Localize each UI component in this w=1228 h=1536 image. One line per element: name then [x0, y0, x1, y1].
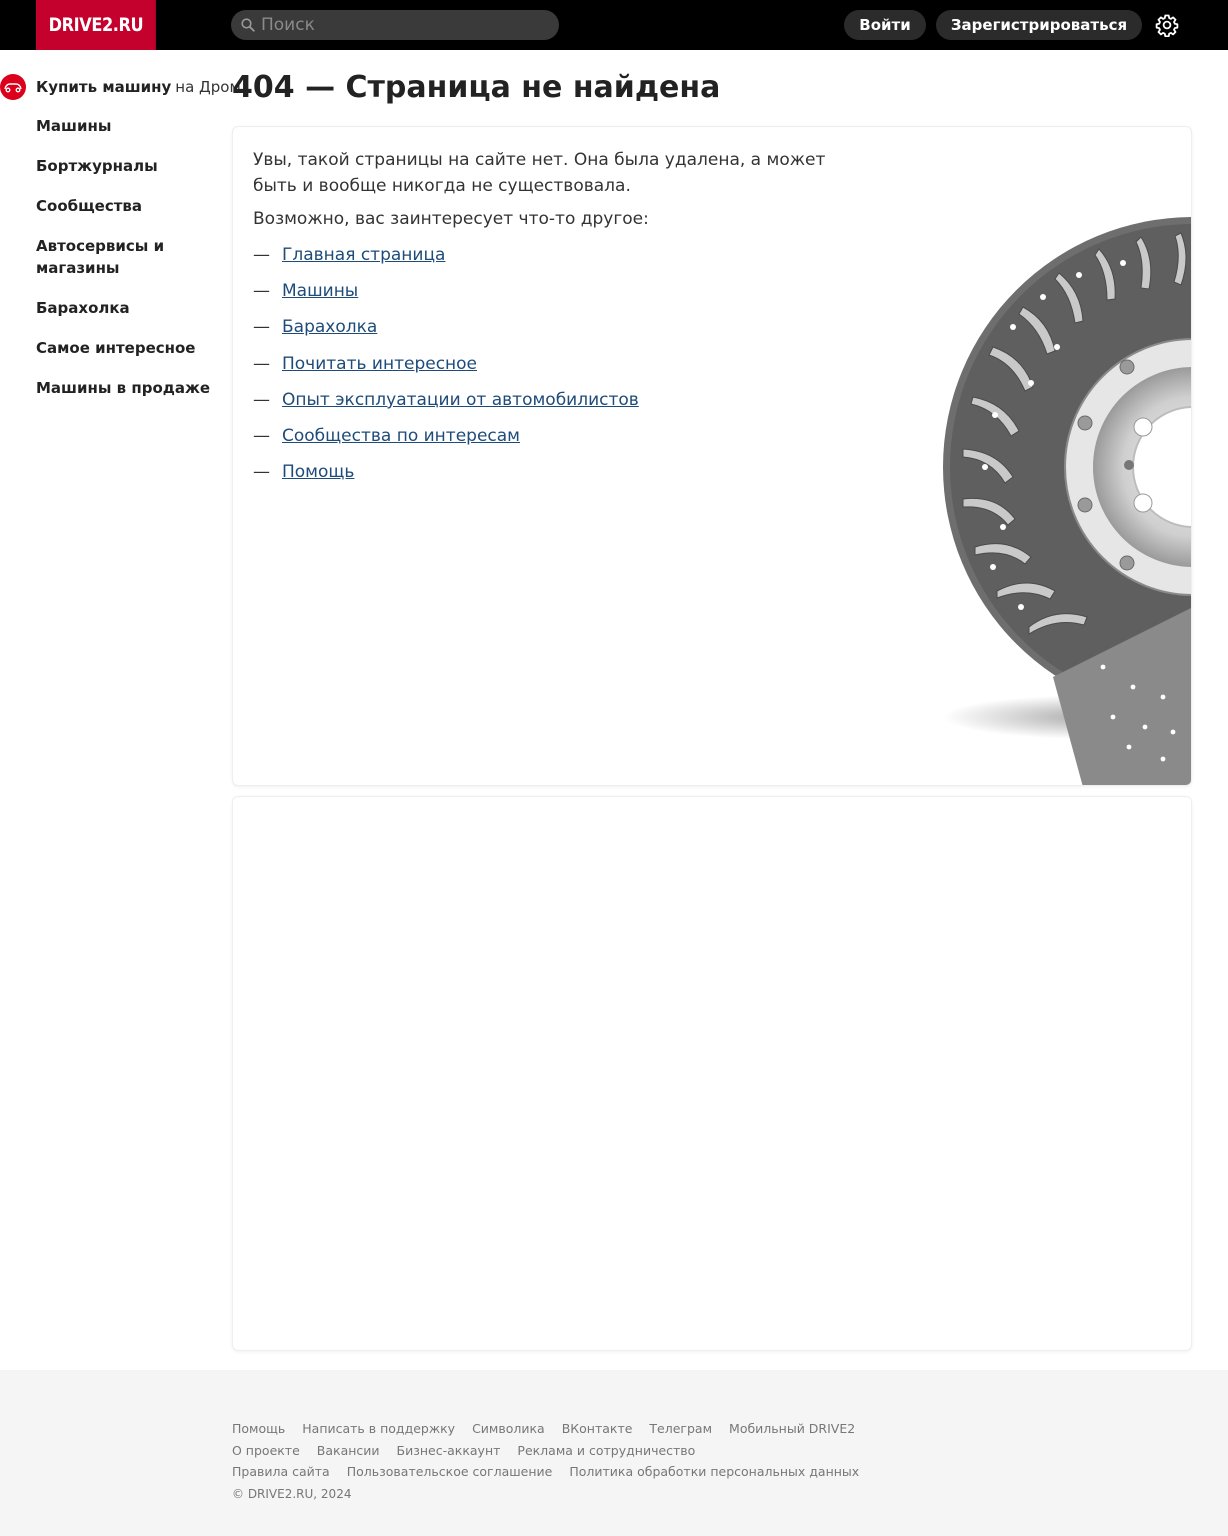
sidebar-item-logbooks[interactable]: Бортжурналы: [36, 157, 158, 175]
footer-link-agreement[interactable]: Пользовательское соглашение: [346, 1464, 553, 1479]
list-item: — Опыт эксплуатации от автомобилистов: [253, 389, 639, 410]
sidebar-item-services[interactable]: Автосервисы и магазины: [36, 237, 165, 277]
brake-disc-illustration: [933, 187, 1192, 786]
list-item: — Барахолка: [253, 317, 378, 338]
gear-icon[interactable]: [1155, 13, 1179, 37]
link-communities[interactable]: Сообщества по интересам: [282, 425, 520, 446]
footer-link-mobile[interactable]: Мобильный DRIVE2: [729, 1421, 856, 1436]
copyright: © DRIVE2.RU, 2024: [232, 1487, 352, 1501]
link-cars[interactable]: Машины: [282, 281, 359, 302]
footer-link-about[interactable]: О проекте: [232, 1443, 300, 1458]
login-button[interactable]: Войти: [844, 10, 926, 40]
footer-link-jobs[interactable]: Вакансии: [316, 1443, 380, 1458]
footer-link-help[interactable]: Помощь: [232, 1421, 286, 1436]
error-message: Увы, такой страницы на сайте нет. Она была удалена, а может быть и вообще никогда не существовала.: [253, 150, 826, 196]
link-read-interesting[interactable]: Почитать интересное: [282, 353, 478, 374]
link-experience[interactable]: Опыт эксплуатации от автомобилистов: [282, 389, 639, 410]
footer-link-ads[interactable]: Реклама и сотрудничество: [517, 1443, 696, 1458]
list-item: — Сообщества по интересам: [253, 425, 520, 446]
footer-link-symbols[interactable]: Символика: [472, 1421, 545, 1436]
sidebar-item-market[interactable]: Барахолка: [36, 299, 130, 317]
empty-card: [232, 796, 1192, 1351]
footer-row-1: [232, 1421, 872, 1436]
top-header: [0, 0, 1228, 50]
page-title: 404 — Страница не найдена: [232, 70, 721, 105]
footer-link-business[interactable]: Бизнес-аккаунт: [396, 1443, 501, 1458]
sidebar-item-interesting[interactable]: Самое интересное: [36, 339, 196, 357]
search-input[interactable]: [261, 15, 541, 35]
suggestion-text: Возможно, вас заинтересует что-то другое:: [253, 209, 649, 229]
list-item: — Машины: [253, 281, 359, 302]
footer-row-2: [232, 1443, 712, 1458]
footer-link-rules[interactable]: Правила сайта: [232, 1464, 330, 1479]
link-market[interactable]: Барахолка: [282, 317, 378, 338]
suggestion-links: [253, 245, 639, 498]
sidebar-item-cars-for-sale[interactable]: Машины в продаже: [36, 379, 211, 397]
footer: [0, 1370, 1228, 1536]
sidebar-item-communities[interactable]: Сообщества: [36, 197, 143, 215]
link-help[interactable]: Помощь: [282, 462, 355, 483]
search-box[interactable]: [231, 10, 559, 40]
footer-link-telegram[interactable]: Телеграм: [649, 1421, 713, 1436]
sidebar-item-cars[interactable]: Машины: [36, 117, 112, 135]
link-home[interactable]: Главная страница: [282, 245, 446, 265]
list-item: — Почитать интересное: [253, 353, 478, 374]
search-icon: [241, 18, 255, 32]
footer-link-vk[interactable]: ВКонтакте: [561, 1421, 633, 1436]
footer-link-support[interactable]: Написать в поддержку: [302, 1421, 456, 1436]
error-card: [232, 126, 1192, 786]
site-logo[interactable]: DRIVE2.RU: [36, 0, 156, 50]
footer-link-privacy[interactable]: Политика обработки персональных данных: [569, 1464, 860, 1479]
drom-car-icon: [0, 74, 26, 100]
footer-row-3: [232, 1464, 876, 1479]
drom-promo-link[interactable]: [0, 72, 241, 102]
list-item: — Главная страница: [253, 245, 446, 265]
drom-promo-strong: Купить машину: [36, 78, 172, 96]
drom-promo-light: на Дром: [175, 78, 241, 96]
list-item: — Помощь: [253, 462, 355, 483]
register-button[interactable]: Зарегистрироваться: [936, 10, 1142, 40]
